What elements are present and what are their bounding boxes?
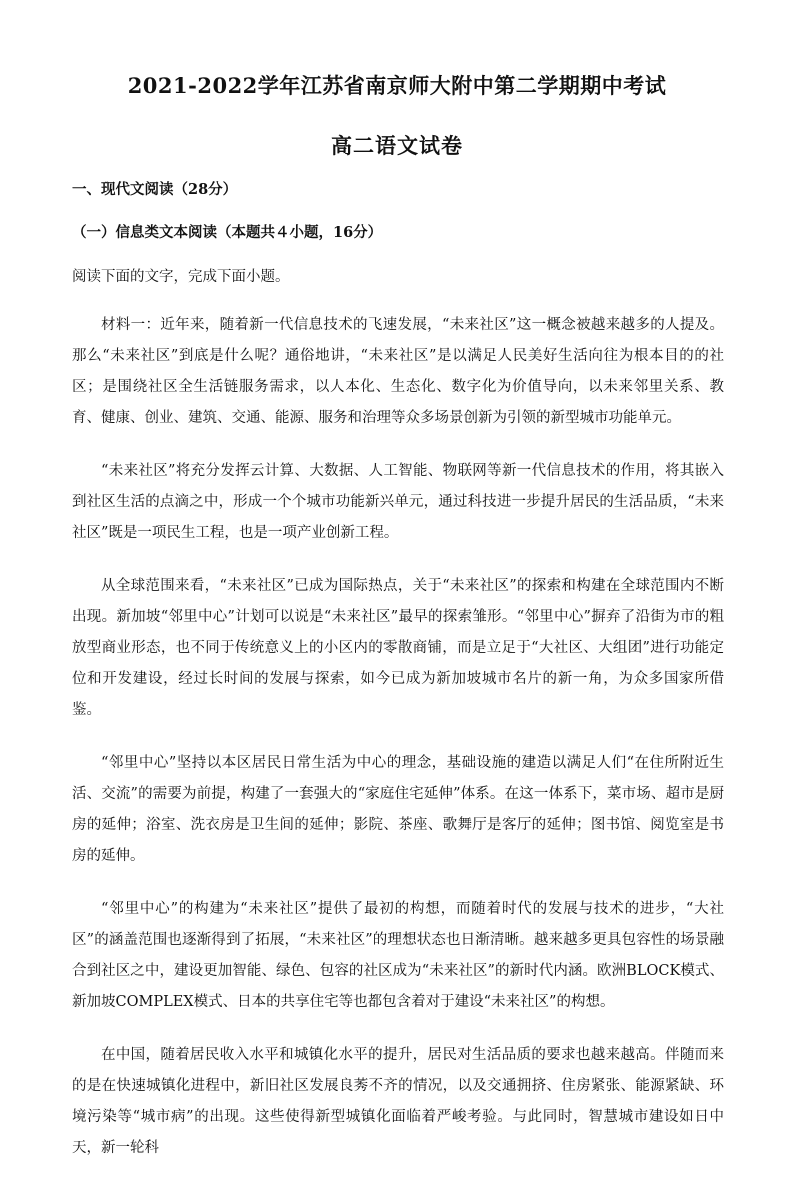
subsection-heading: （一）信息类文本阅读（本题共４小题，16分） [72, 224, 383, 241]
exam-subtitle: 高二语文试卷 [331, 133, 463, 158]
reading-instruction: 阅读下面的文字，完成下面小题。 [72, 269, 290, 285]
paragraph-2: “未来社区”将充分发挥云计算、大数据、人工智能、物联网等新一代信息技术的作用，将其嵌入到社区生活的点滴之中，形成一个个城市功能新兴单元，通过科技进一步提升居民的生活品质，“未来社区”既是一项民生工程，也是一项产业创新工程。 [72, 463, 724, 541]
paragraph-4: “邻里中心”坚持以本区居民日常生活为中心的理念，基础设施的建造以满足人们“在住所附近生活、交流”的需要为前提，构建了一套强大的“家庭住宅延伸”体系。在这一体系下，菜市场、超市是厨房的延伸；浴室、洗衣房是卫生间的延伸；影院、茶座、歌舞厅是客厅的延伸；图书馆、阅览室是书房的延伸。 [72, 755, 724, 864]
paragraph-6: 在中国，随着居民收入水平和城镇化水平的提升，居民对生活品质的要求也越来越高。伴随而来的是在快速城镇化进程中，新旧社区发展良莠不齐的情况，以及交通拥挤、住房紧张、能源紧缺、环境污染等“城市病”的出现。这些使得新型城镇化面临着严峻考验。与此同时，智慧城市建设如日中天，新一轮科 [72, 1047, 724, 1156]
section-heading: 一、现代文阅读（28分） [72, 181, 238, 198]
paragraph-1: 材料一：近年来，随着新一代信息技术的飞速发展，“未来社区”这一概念被越来越多的人提及。那么“未来社区”到底是什么呢？通俗地讲，“未来社区”是以满足人民美好生活向往为根本目的的社区；是围绕社区全生活链服务需求，以人本化、生态化、数字化为价值导向，以未来邻里关系、教育、健康、创业、建筑、交通、能源、服务和治理等众多场景创新为引领的新型城市功能单元。 [72, 317, 724, 426]
exam-title: 2021-2022学年江苏省南京师大附中第二学期期中考试 [127, 73, 667, 98]
reading-material [72, 310, 724, 1186]
paragraph-3: 从全球范围来看，“未来社区”已成为国际热点，关于“未来社区”的探索和构建在全球范围内不断出现。新加坡“邻里中心”计划可以说是“未来社区”最早的探索雏形。“邻里中心”摒弃了沿街为市的粗放型商业形态，也不同于传统意义上的小区内的零散商铺，而是立足于“大社区、大组团”进行功能定位和开发建设，经过长时间的发展与探索，如今已成为新加坡城市名片的新一角，为众多国家所借鉴。 [72, 578, 724, 718]
paragraph-5: “邻里中心”的构建为“未来社区”提供了最初的构想，而随着时代的发展与技术的进步，“大社区”的涵盖范围也逐渐得到了拓展，“未来社区”的理想状态也日渐清晰。越来越多更具包容性的场景融合到社区之中，建设更加智能、绿色、包容的社区成为“未来社区”的新时代内涵。欧洲BLOCK模式、新加坡COMPLEX模式、日本的共享住宅等也都包含着对于建设“未来社区”的构想。 [72, 901, 724, 1010]
